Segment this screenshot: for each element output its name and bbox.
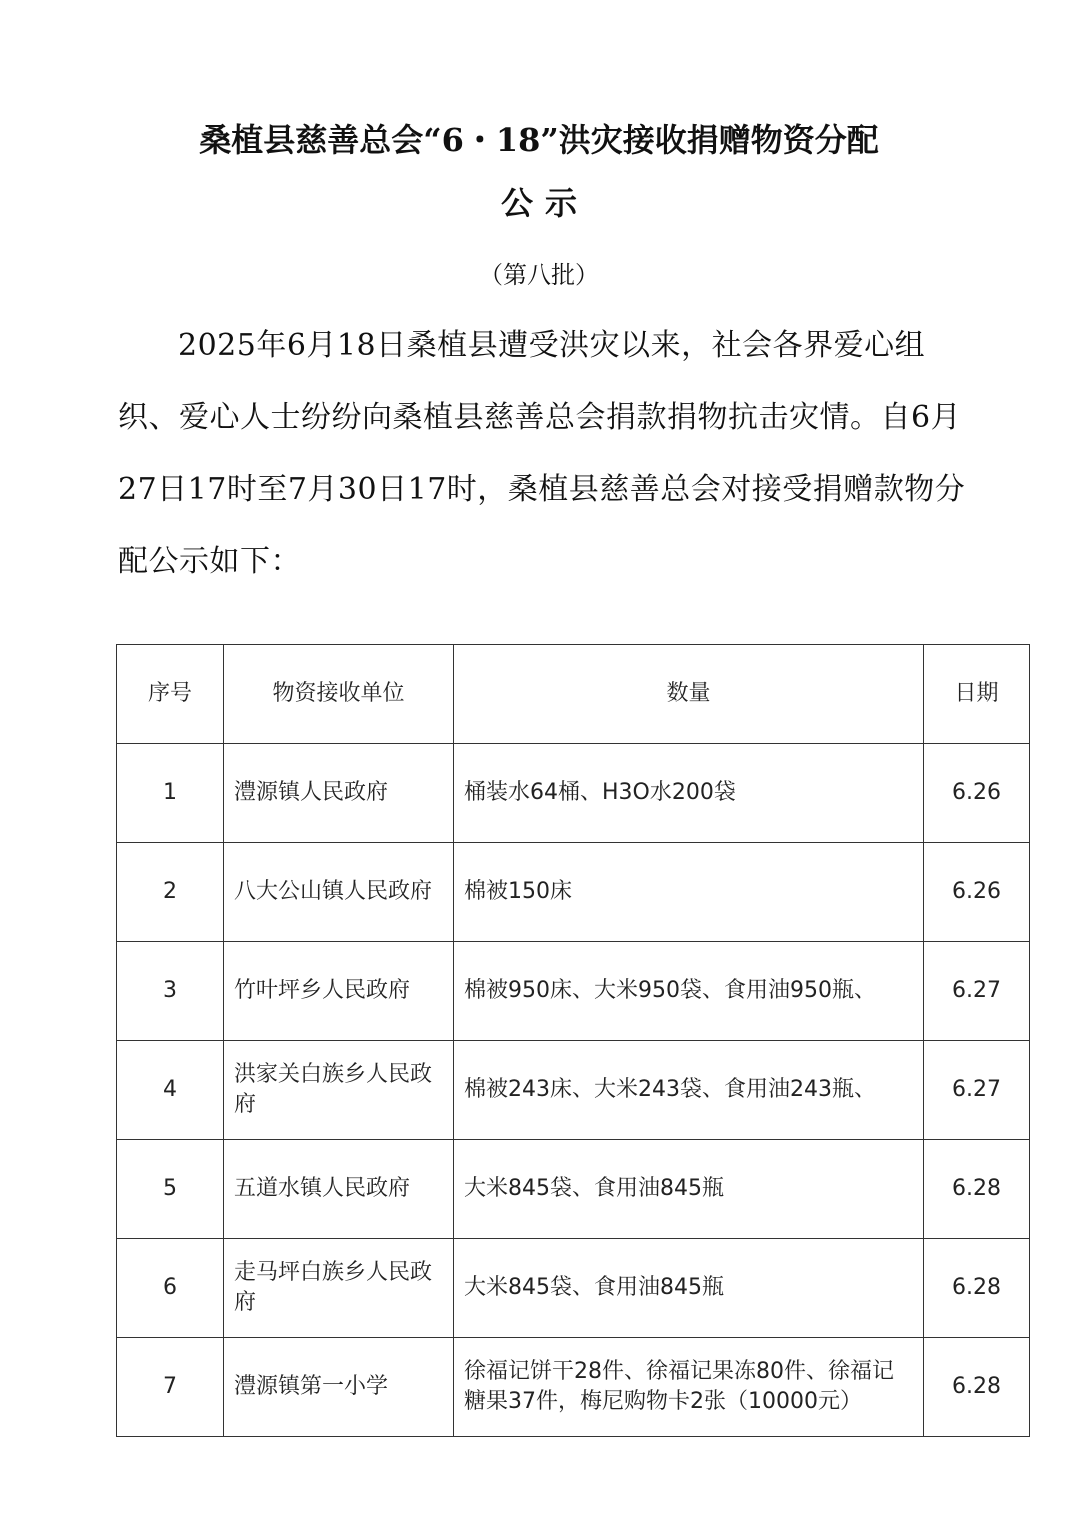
- row-date: 6.27: [924, 1041, 1030, 1140]
- table-row: [117, 1239, 1030, 1338]
- row-date: 6.27: [924, 942, 1030, 1041]
- header-index: 序号: [117, 645, 224, 744]
- row-unit: 五道水镇人民政府: [224, 1140, 454, 1239]
- header-quantity: 数量: [454, 645, 924, 744]
- row-index: 6: [117, 1239, 224, 1338]
- header-unit: 物资接收单位: [224, 645, 454, 744]
- row-unit: 八大公山镇人民政府: [224, 843, 454, 942]
- row-unit: 澧源镇第一小学: [224, 1338, 454, 1437]
- row-quantity: 桶装水64桶、H3O水200袋: [454, 744, 924, 843]
- row-index: 2: [117, 843, 224, 942]
- row-unit: 澧源镇人民政府: [224, 744, 454, 843]
- row-index: 4: [117, 1041, 224, 1140]
- row-unit: 洪家关白族乡人民政府: [224, 1041, 454, 1140]
- row-unit: 竹叶坪乡人民政府: [224, 942, 454, 1041]
- row-quantity: 大米845袋、食用油845瓶: [454, 1140, 924, 1239]
- row-index: 7: [117, 1338, 224, 1437]
- table-row: [117, 744, 1030, 843]
- row-quantity: 棉被150床: [454, 843, 924, 942]
- table-row: [117, 1140, 1030, 1239]
- row-index: 5: [117, 1140, 224, 1239]
- document-title-line2: 公示: [500, 184, 589, 222]
- table-row: [117, 942, 1030, 1041]
- table-header-row: [117, 645, 1030, 744]
- row-quantity: 大米845袋、食用油845瓶: [454, 1239, 924, 1338]
- row-date: 6.26: [924, 744, 1030, 843]
- row-quantity: 棉被243床、大米243袋、食用油243瓶、: [454, 1041, 924, 1140]
- allocation-table: [116, 644, 1030, 1437]
- row-date: 6.28: [924, 1140, 1030, 1239]
- row-index: 3: [117, 942, 224, 1041]
- row-unit: 走马坪白族乡人民政府: [224, 1239, 454, 1338]
- table-row: [117, 843, 1030, 942]
- row-date: 6.28: [924, 1239, 1030, 1338]
- intro-paragraph: 2025年6月18日桑植县遭受洪灾以来，社会各界爱心组织、爱心人士纷纷向桑植县慈善总会捐款捐物抗击灾情。自6月27日17时至7月30日17时，桑植县慈善总会对接受捐赠款物分配公示如下：: [118, 328, 966, 579]
- table-row: [117, 1338, 1030, 1437]
- batch-subtitle: （第八批）: [479, 261, 599, 289]
- row-date: 6.28: [924, 1338, 1030, 1437]
- table-row: [117, 1041, 1030, 1140]
- header-date: 日期: [924, 645, 1030, 744]
- row-index: 1: [117, 744, 224, 843]
- row-quantity: 徐福记饼干28件、徐福记果冻80件、徐福记糖果37件，梅尼购物卡2张（10000元）: [454, 1338, 924, 1437]
- row-date: 6.26: [924, 843, 1030, 942]
- document-title: 桑植县慈善总会“6・18”洪灾接收捐赠物资分配: [199, 121, 879, 159]
- row-quantity: 棉被950床、大米950袋、食用油950瓶、: [454, 942, 924, 1041]
